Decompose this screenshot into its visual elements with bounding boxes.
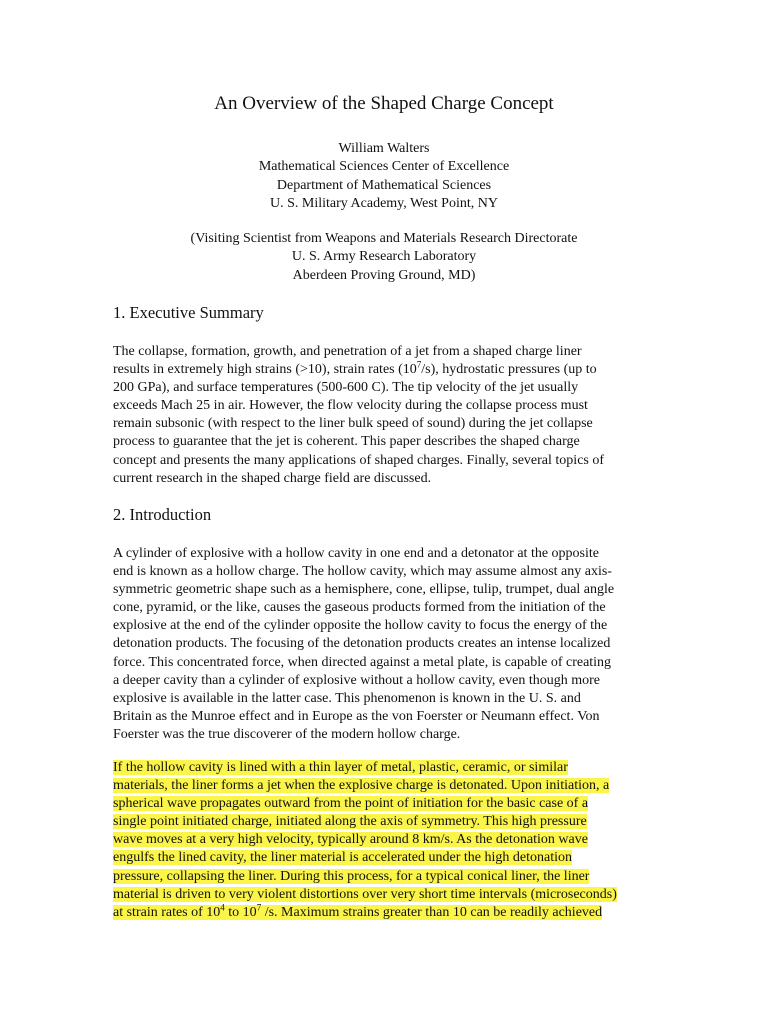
- visiting-line: U. S. Army Research Laboratory: [291, 249, 477, 265]
- executive-summary-paragraph: [113, 343, 673, 488]
- text-line: material is driven to very violent distortions over very short time intervals (microseconds): [113, 886, 617, 902]
- text-line: symmetric geometric shape such as a hemisphere, cone, ellipse, tulip, trumpet, dual angle: [113, 582, 615, 598]
- author-affiliation: Department of Mathematical Sciences: [276, 177, 492, 193]
- author-name: William Walters: [338, 141, 430, 156]
- text-line: detonation products. The focusing of the detonation products creates an intense localized: [113, 636, 611, 652]
- text-line: wave moves at a very high velocity, typically around 8 km/s. As the detonation wave: [113, 832, 588, 848]
- text-line: end is known as a hollow charge. The hollow cavity, which may assume almost any axis-: [113, 564, 612, 580]
- text-line: If the hollow cavity is lined with a thin layer of metal, plastic, ceramic, or similar: [113, 760, 568, 775]
- section-heading-introduction: 2. Introduction: [113, 505, 212, 524]
- text-line: materials, the liner forms a jet when the explosive charge is detonated. Upon initiation, a: [113, 778, 610, 794]
- text-line: spherical wave propagates outward from the point of initiation for the basic case of a: [113, 796, 589, 812]
- author-block: [0, 140, 768, 213]
- section-heading-executive-summary: 1. Executive Summary: [113, 303, 264, 322]
- text-line: cone, pyramid, or the like, causes the gaseous products formed from the initiation of the: [113, 600, 606, 616]
- author-affiliation: U. S. Military Academy, West Point, NY: [270, 195, 498, 211]
- text-line: single point initiated charge, initiated along the axis of symmetry. This high pressure: [113, 814, 587, 830]
- text-line: concept and presents the many applications of shaped charges. Finally, several topics of: [113, 452, 605, 468]
- visiting-line: Aberdeen Proving Ground, MD): [292, 267, 476, 283]
- visiting-affiliation-block: [0, 230, 768, 285]
- text-line: results in extremely high strains (>10), strain rates $(10^7/s)$, hydrostatic pressures (up to: [113, 359, 597, 378]
- author-affiliation: Mathematical Sciences Center of Excellence: [258, 159, 510, 175]
- introduction-paragraph: [113, 545, 673, 744]
- text-line: remain subsonic (with respect to the liner bulk speed of sound) during the jet collapse: [113, 416, 593, 432]
- text-line: explosive at the end of the cylinder opposite the hollow cavity to focus the energy of the: [113, 618, 608, 634]
- text-line: engulfs the lined cavity, the liner material is accelerated under the high detonation: [113, 850, 572, 866]
- text-line: process to guarantee that the jet is coherent. This paper describes the shaped charge: [113, 434, 580, 450]
- text-line: at strain rates of $10^4$ to $10^7$ /s. Maximum strains greater than 10 can be readily achieved: [113, 902, 603, 920]
- text-line: A cylinder of explosive with a hollow cavity in one end and a detonator at the opposite: [113, 546, 599, 561]
- text-line: 200 GPa), and surface temperatures (500-600 C). The tip velocity of the jet usually: [113, 380, 579, 396]
- highlighted-paragraph: [113, 759, 673, 922]
- paper-title: An Overview of the Shaped Charge Concept: [214, 93, 554, 114]
- text-line: The collapse, formation, growth, and penetration of a jet from a shaped charge liner: [113, 344, 582, 359]
- text-line: pressure, collapsing the liner. During this process, for a typical conical liner, the liner: [113, 868, 590, 884]
- text-line: a deeper cavity than a cylinder of explosive without a hollow cavity, even though more: [113, 672, 600, 688]
- text-line: exceeds Mach 25 in air. However, the flow velocity during the collapse process must: [113, 398, 588, 414]
- text-line: current research in the shaped charge field are discussed.: [113, 470, 432, 486]
- text-line: explosive is available in the latter case. This phenomenon is known in the U. S. and: [113, 690, 581, 706]
- visiting-line: (Visiting Scientist from Weapons and Materials Research Directorate: [190, 231, 578, 246]
- text-line: Britain as the Munroe effect and in Europe as the von Foerster or Neumann effect. Von: [113, 708, 600, 724]
- text-line: force. This concentrated force, when directed against a metal plate, is capable of creating: [113, 654, 612, 670]
- text-line: Foerster was the true discoverer of the modern hollow charge.: [113, 726, 461, 742]
